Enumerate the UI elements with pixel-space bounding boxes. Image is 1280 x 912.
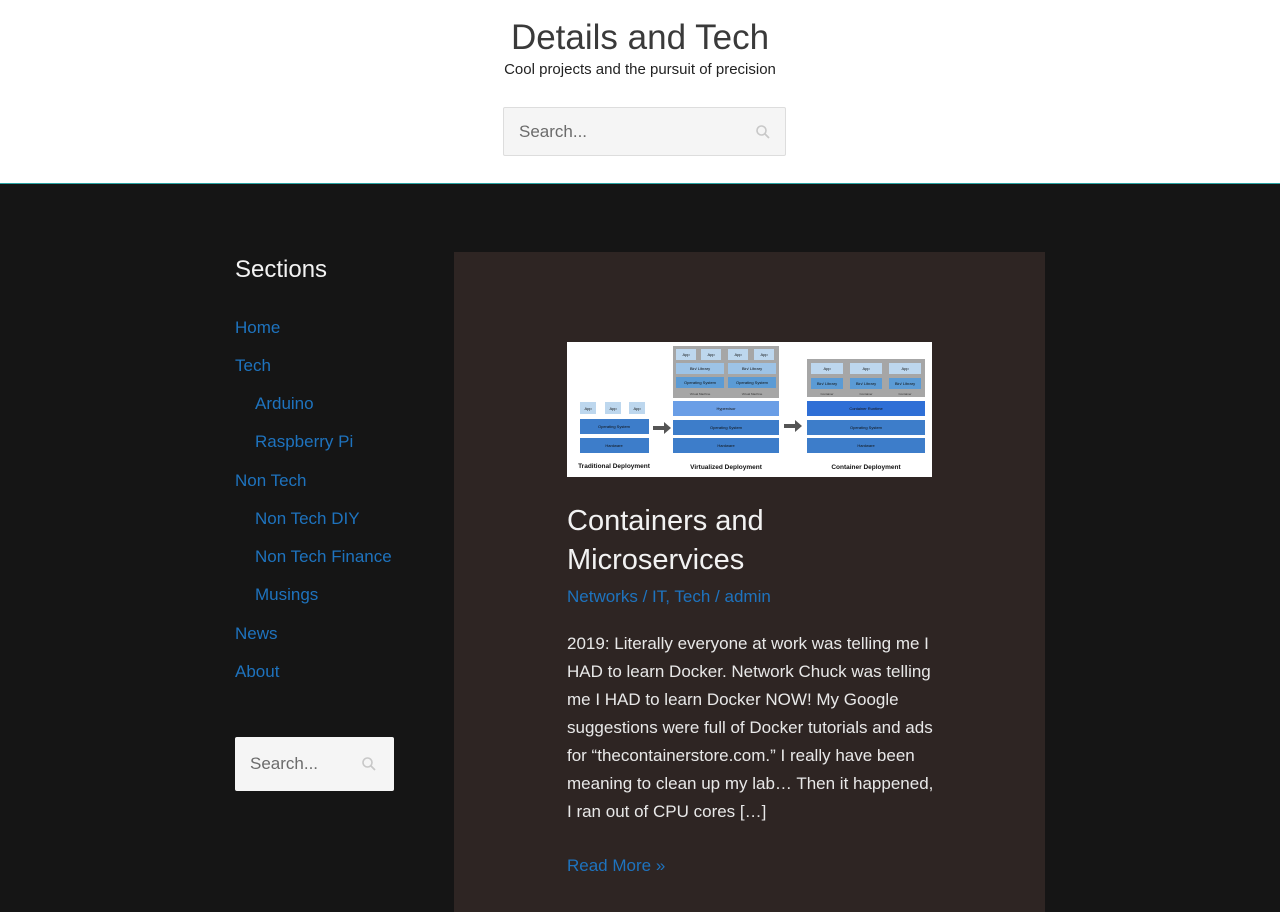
category-link-it[interactable]: IT: [652, 587, 666, 606]
image-label-app: App: [584, 406, 592, 411]
image-label-hardware: Hardware: [605, 443, 623, 448]
image-label-bin-library: Bin/ Library: [816, 381, 838, 386]
image-label-app: App: [707, 352, 715, 357]
nav-home[interactable]: Home: [235, 318, 281, 337]
image-caption-traditional: Traditional Deployment: [578, 463, 650, 470]
image-label-app: App: [682, 352, 690, 357]
header-search-form: [503, 107, 786, 156]
image-label-app: App: [609, 406, 617, 411]
nav-news[interactable]: News: [235, 624, 278, 643]
virtualized-deployment-diagram: [673, 346, 779, 471]
image-label-app: App: [633, 406, 641, 411]
image-label-operating-system: Operating System: [709, 425, 743, 430]
image-label-hypervisor: Hypervisor: [716, 406, 736, 411]
category-link-tech[interactable]: Tech: [674, 587, 711, 606]
search-icon[interactable]: [755, 124, 771, 140]
image-label-bin-library: Bin/ Library: [855, 381, 877, 386]
meta-separator: /: [710, 587, 725, 606]
nav-musings[interactable]: Musings: [255, 585, 319, 604]
category-link-networks[interactable]: Networks: [567, 587, 638, 606]
image-label-operating-system: Operating System: [849, 425, 883, 430]
nav-non-tech[interactable]: Non Tech: [235, 471, 307, 490]
image-label-container: Container: [820, 392, 834, 396]
image-label-hardware: Hardware: [717, 443, 735, 448]
image-label-app: App: [901, 366, 909, 371]
image-label-bin-library: Bin/ Library: [741, 366, 763, 371]
site-tagline: Cool projects and the pursuit of precision: [504, 61, 776, 78]
sidebar-search-form: [235, 737, 394, 791]
read-more-link[interactable]: Read More »: [567, 856, 666, 875]
nav-arduino[interactable]: Arduino: [255, 394, 314, 413]
site-header: [0, 0, 1280, 184]
image-caption-container: Container Deployment: [831, 464, 901, 471]
header-search-input[interactable]: [504, 108, 744, 155]
image-label-app: App: [734, 352, 742, 357]
image-label-app: App: [823, 366, 831, 371]
nav-tech[interactable]: Tech: [235, 356, 271, 375]
image-label-operating-system: Operating System: [735, 380, 769, 385]
meta-separator: ,: [665, 587, 675, 606]
nav-non-tech-diy[interactable]: Non Tech DIY: [255, 509, 360, 528]
image-label-container: Container: [898, 392, 912, 396]
image-label-hardware: Hardware: [857, 443, 875, 448]
sidebar-title: Sections: [235, 256, 328, 283]
nav-about[interactable]: About: [235, 662, 280, 681]
post-meta: [567, 587, 771, 607]
post-title[interactable]: Containers and Microservices: [567, 505, 764, 576]
nav-non-tech-finance[interactable]: Non Tech Finance: [255, 547, 392, 566]
image-label-operating-system: Operating System: [683, 380, 717, 385]
meta-separator: /: [637, 587, 653, 606]
image-label-container: Container: [859, 392, 873, 396]
image-label-virtual-machine: Virtual Machine: [689, 392, 711, 396]
author-link[interactable]: admin: [724, 587, 771, 606]
site-title[interactable]: Details and Tech: [510, 18, 770, 57]
sidebar-search-input[interactable]: [235, 737, 355, 791]
image-label-operating-system: Operating System: [597, 424, 631, 429]
image-label-app: App: [760, 352, 768, 357]
image-label-container-runtime: Container Runtime: [849, 406, 883, 411]
image-label-app: App: [862, 366, 870, 371]
post-excerpt: 2019: Literally everyone at work was telling me I HAD to learn Docker. Network Chuck was telling me I HAD to learn Docker NOW! My Google suggestions were full of Docker tutorials and ads for “thecontainerstore.com.” I really have been meaning to clean up my lab… Then it happened, I ran out of CPU cores […]: [567, 634, 934, 821]
search-icon[interactable]: [361, 756, 377, 772]
image-label-bin-library: Bin/ Library: [689, 366, 711, 371]
image-label-bin-library: Bin/ Library: [894, 381, 916, 386]
nav-raspberry-pi[interactable]: Raspberry Pi: [255, 432, 354, 451]
image-caption-virtualized: Virtualized Deployment: [690, 464, 762, 471]
image-label-virtual-machine: Virtual Machine: [741, 392, 763, 396]
post-featured-image[interactable]: [567, 342, 932, 477]
